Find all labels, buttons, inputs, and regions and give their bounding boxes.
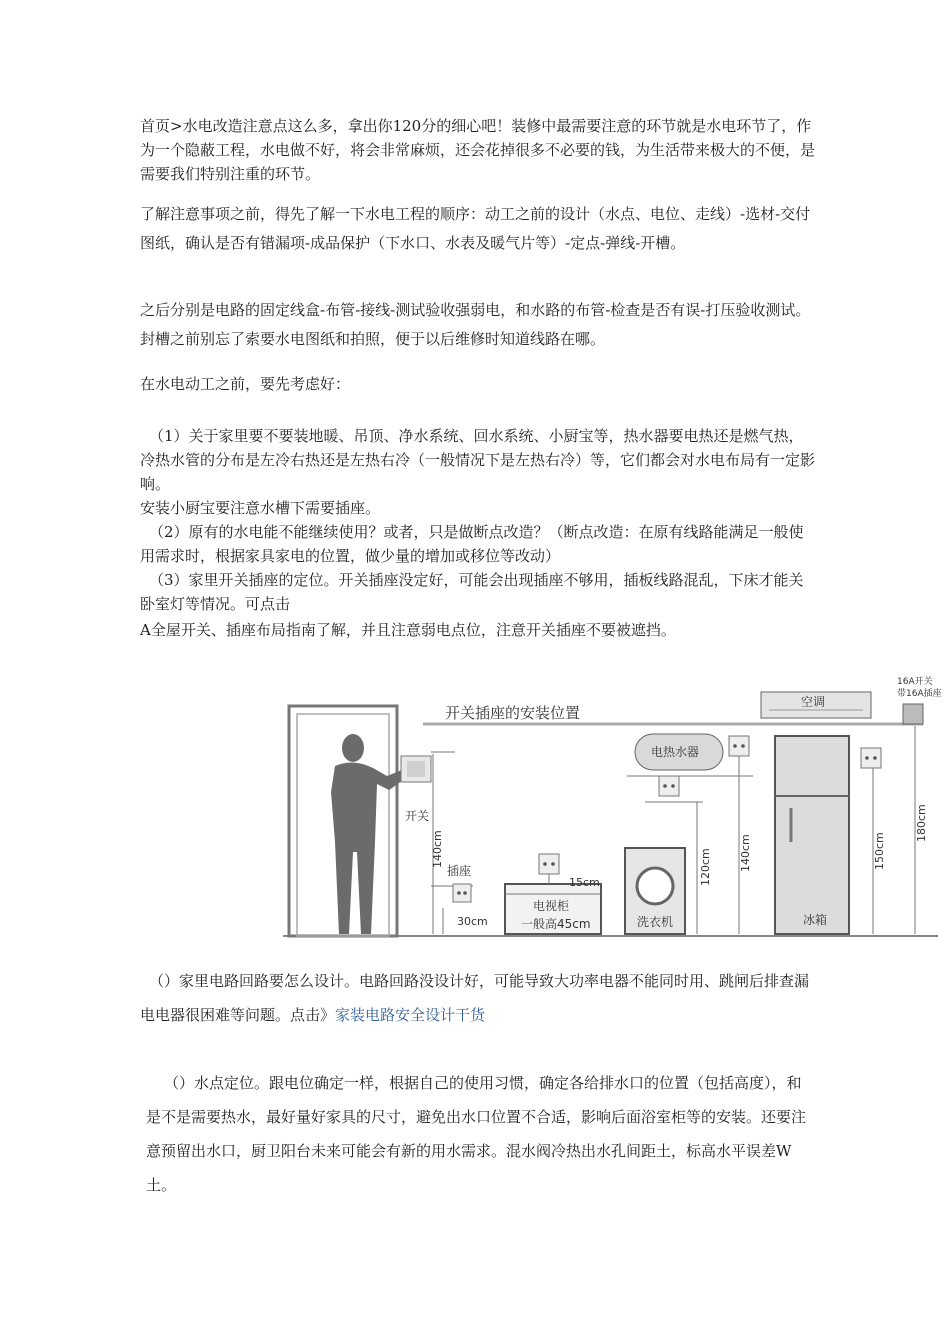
washer-label: 洗衣机: [637, 915, 674, 929]
heater-socket-height-label: 140cm: [739, 834, 752, 872]
tv-socket-offset-label: 15cm: [569, 876, 600, 889]
after-paragraph: [140, 296, 816, 354]
order-text: 了解注意事项之前，得先了解一下水电工程的顺序：动工之前的设计（水点、电位、走线）-选材-交付图纸，确认是否有错漏项-成品保护（下水口、水表及暖气片等）-定点-弹线-开槽。: [140, 205, 811, 252]
water-heater-label: 电热水器: [651, 745, 700, 759]
switch-socket-height-diagram: [283, 672, 943, 942]
item-1: （1）关于家里要不要装地暖、吊顶、净水系统、回水系统、小厨宝等，热水器要电热还是燃气热，冷热水管的分布是左冷右热还是左热右冷（一般情况下是左热右冷）等，它们都会对水电布局有一定影响。: [140, 427, 816, 493]
water-paragraph: [146, 1066, 810, 1202]
intro-text: 首页>水电改造注意点这么多，拿出你120分的细心吧！装修中最需要注意的环节就是水电环节了，作为一个隐蔽工程，水电做不好，将会非常麻烦，还会花掉很多不必要的钱，为生活带来极大的不便，是需要我们特别注重的环节。: [140, 117, 816, 183]
item-2: （2）原有的水电能不能继续使用？或者，只是做断点改造？（断点改造：在原有线路能满足一般使用需求时，根据家具家电的位置，做少量的增加或移位等改动）: [140, 523, 804, 565]
washer-socket-height-label: 120cm: [699, 848, 712, 886]
socket-height-label: 30cm: [457, 915, 488, 928]
circuit-paragraph: [140, 964, 816, 1032]
intro-paragraph: [140, 114, 816, 186]
aircon-switch-note: 16A开关: [897, 677, 933, 687]
circuit-text: （）家里电路回路要怎么设计。电路回路没设计好，可能导致大功率电器不能同时用、跳闸后排查漏电电器很困难等问题。点击》: [140, 972, 810, 1024]
after-text: 之后分别是电路的固定线盒-布管-接线-测试验收强弱电，和水路的布管-检查是否有误-打压验收测试。封槽之前别忘了索要水电图纸和拍照，便于以后维修时知道线路在哪。: [140, 301, 811, 348]
considerations-list: [140, 424, 816, 642]
aircon-socket-note: 带16A插座: [897, 689, 942, 699]
circuit-safety-link[interactable]: 家装电路安全设计干货: [335, 1006, 486, 1024]
socket-label: 插座: [447, 864, 472, 878]
diagram-title: 开关插座的安装位置: [445, 704, 581, 722]
item-3-note: A全屋开关、插座布局指南了解，并且注意弱电点位，注意开关插座不要被遮挡。: [140, 621, 676, 639]
tv-cabinet-label: 电视柜: [533, 899, 570, 913]
item-1-note: 安装小厨宝要注意水槽下需要插座。: [140, 499, 381, 517]
switch-height-label: 140cm: [431, 830, 444, 868]
aircon-label: 空调: [801, 695, 826, 709]
switch-label: 开关: [405, 809, 430, 823]
item-3: （3）家里开关插座的定位。开关插座没定好，可能会出现插座不够用，插板线路混乱，下床才能关卧室灯等情况。可点击: [140, 571, 804, 613]
fridge-socket-height-label: 150cm: [873, 832, 886, 870]
aircon-socket-height-label: 180cm: [915, 804, 928, 842]
tv-cabinet-height: 一般高45cm: [521, 917, 591, 931]
order-paragraph: [140, 200, 816, 258]
circuit-line: [140, 964, 816, 1032]
before-text: 在水电动工之前，要先考虑好：: [140, 375, 351, 393]
before-paragraph: [140, 372, 816, 396]
fridge-label: 冰箱: [803, 913, 828, 927]
water-text: （）水点定位。跟电位确定一样，根据自己的使用习惯，确定各给排水口的位置（包括高度），和是不是需要热水，最好量好家具的尺寸，避免出水口位置不合适，影响后面浴室柜等的安装。还要注意预留出水口，厨卫阳台未来可能会有新的用水需求。混水阀冷热出水孔间距土，标高水平误差W土。: [146, 1074, 807, 1194]
